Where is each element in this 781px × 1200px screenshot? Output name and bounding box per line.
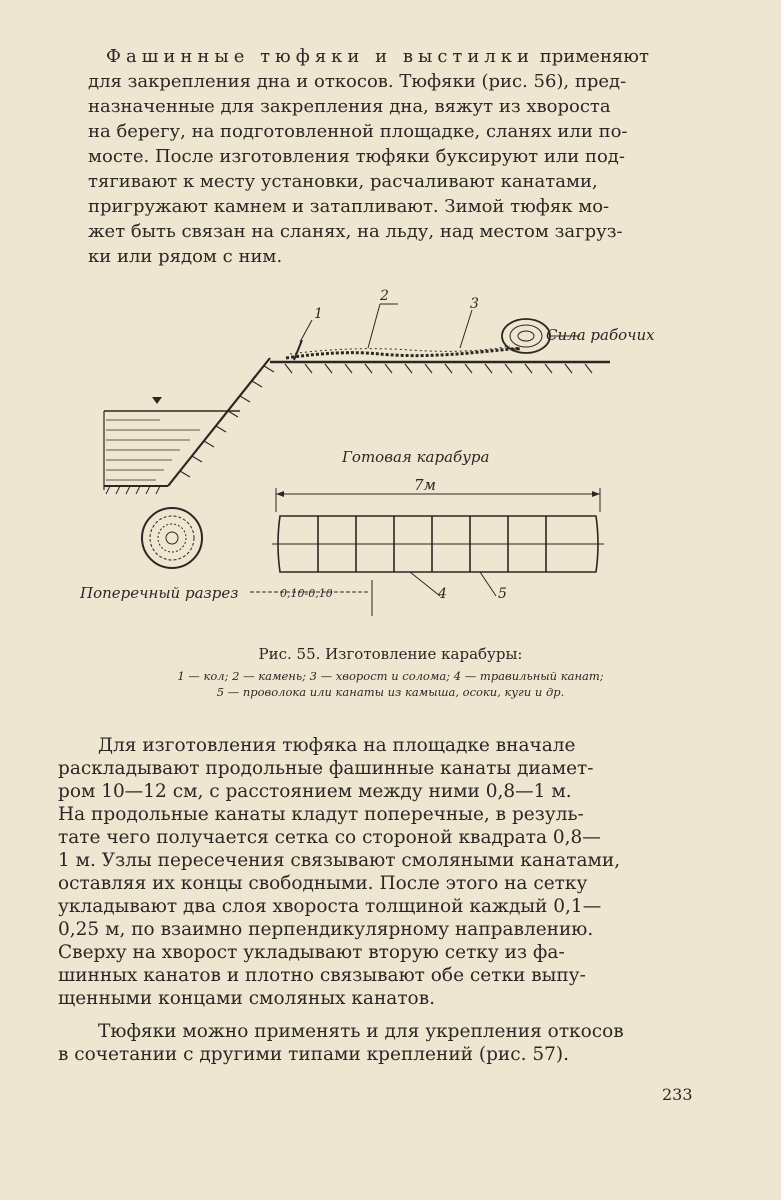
label-4: 4 xyxy=(438,586,447,602)
water-hatching xyxy=(106,420,200,480)
paragraph-2-line-4: На продольные канаты кладут поперечные, в резуль- xyxy=(58,804,584,825)
bank-slope xyxy=(168,358,270,486)
fascine-roll-top xyxy=(502,319,550,353)
paragraph-3 xyxy=(58,1020,698,1066)
length-label: 7м xyxy=(414,476,436,494)
paragraph-2-line-5: тате чего получается сетка со стороной квадрата 0,8— xyxy=(58,827,601,848)
legend-line-2: 5 — проволока или канаты из камыша, осоки, куги и др. xyxy=(216,685,565,699)
paragraph-1-lead-spaced: Фашинные тюфяки и выстилки xyxy=(106,46,535,67)
ready-label: Готовая карабура xyxy=(342,448,490,466)
paragraph-2-line-12: щенными концами смоляных канатов. xyxy=(58,988,435,1009)
spacing-label: 0,10-0,10 xyxy=(280,587,333,600)
paragraph-2-line-8: укладывают два слоя хвороста толщиной каждый 0,1— xyxy=(58,896,602,917)
paragraph-1-line-3: назначенные для закрепления дна, вяжут из хвороста xyxy=(88,96,611,117)
bottom-hatch xyxy=(106,486,160,494)
paragraph-2 xyxy=(58,734,698,1010)
label-3: 3 xyxy=(470,296,479,312)
slope-hatch xyxy=(180,366,274,477)
figure-drawing xyxy=(80,280,700,630)
paragraph-3-line-2: в сочетании с другими типами креплений (рис. 57). xyxy=(58,1044,570,1065)
paragraph-1-line-9: ки или рядом с ним. xyxy=(88,246,283,267)
paragraph-1-line-7: пригружают камнем и затапливают. Зимой тюфяк мо- xyxy=(88,196,610,217)
leader-4 xyxy=(410,572,440,596)
leader-5 xyxy=(480,572,496,596)
legend-line-1: 1 — кол; 2 — камень; 3 — хворост и солома; 4 — травильный канат; xyxy=(177,669,604,683)
label-2: 2 xyxy=(380,288,389,304)
paragraph-1-line-6: тягивают к месту установки, расчаливают канатами, xyxy=(88,171,598,192)
paragraph-2-line-9: 0,25 м, по взаимно перпендикулярному направлению. xyxy=(58,919,594,940)
paragraph-2-line-7: оставляя их концы свободными. После этого на сетку xyxy=(58,873,588,894)
cross-section-roll xyxy=(142,508,202,568)
figure-legend xyxy=(90,668,691,700)
leader-3 xyxy=(460,310,472,348)
paragraph-1-line-1: Фашинные тюфяки и выстилки применяют xyxy=(106,46,649,67)
paragraph-2-line-11: шинных канатов и плотно связывают обе сетки выпу- xyxy=(58,965,586,986)
paragraph-1 xyxy=(88,44,698,269)
paragraph-1-line-4: на берегу, на подготовленной площадке, сланях или по- xyxy=(88,121,628,142)
water-level-marker xyxy=(152,397,162,404)
paragraph-2-line-2: раскладывают продольные фашинные канаты диамет- xyxy=(58,758,594,779)
label-5: 5 xyxy=(498,586,507,602)
leader-2 xyxy=(368,304,380,348)
force-label: Сила рабочих xyxy=(546,326,655,344)
label-1: 1 xyxy=(314,306,323,322)
figure-caption: Рис. 55. Изготовление карабуры: xyxy=(258,645,523,663)
section-label: Поперечный разрез xyxy=(80,584,239,602)
paragraph-1-line-8: жет быть связан на сланях, на льду, над местом загруз- xyxy=(88,221,623,242)
figure-55 xyxy=(80,280,700,630)
paragraph-3-line-1: Тюфяки можно применять и для укрепления откосов xyxy=(98,1021,624,1042)
leader-1 xyxy=(300,320,312,342)
paragraph-2-line-1: Для изготовления тюфяка на площадке вначале xyxy=(98,735,576,756)
page-number: 233 xyxy=(662,1085,693,1104)
paragraph-2-line-10: Сверху на хворост укладывают вторую сетку из фа- xyxy=(58,942,565,963)
paragraph-1-line-2: для закрепления дна и откосов. Тюфяки (рис. 56), пред- xyxy=(88,71,627,92)
paragraph-2-line-3: ром 10—12 см, с расстоянием между ними 0,8—1 м. xyxy=(58,781,572,802)
paragraph-2-line-6: 1 м. Узлы пересечения связывают смоляными канатами, xyxy=(58,850,621,871)
ground-hatch xyxy=(285,364,592,373)
paragraph-1-line-5: мосте. После изготовления тюфяки буксируют или под- xyxy=(88,146,625,167)
